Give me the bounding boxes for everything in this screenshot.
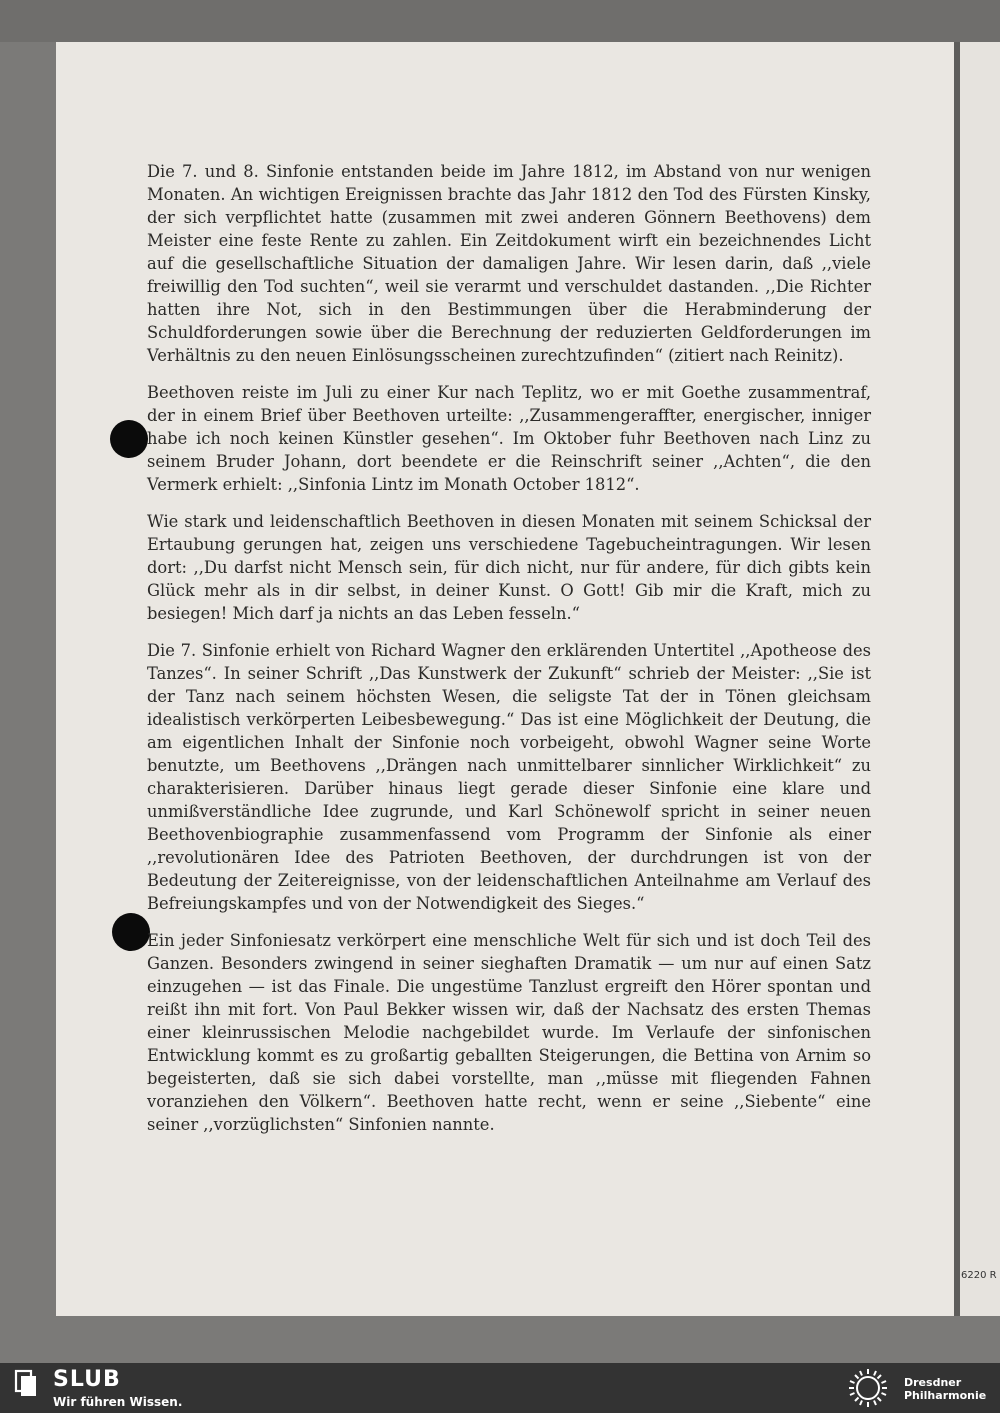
slub-logo-icon[interactable]: [14, 1369, 38, 1399]
slub-name[interactable]: SLUB: [53, 1367, 121, 1392]
paragraph-1: Die 7. und 8. Sinfonie entstanden beide im Jahre 1812, im Abstand von nur wenigen Monaten. An wichtigen Ereignissen brachte das Jahr 1812 den Tod des Fürsten Kinsky, der sich verpflichtet hatte (zusammen mit zwei anderen Gönnern Beethovens) dem Meister eine feste Rente zu zahlen. Ein Zeitdokument wirft ein bezeichnendes Licht auf die gesellschaftliche Situation der damaligen Jahre. Wir lesen darin, daß ,,viele freiwillig den Tod suchten“, weil sie verarmt und verschuldet dastanden. ,,Die Richter hatten ihre Not, sich in den Bestimmungen über die Herabminderung der Schuldforderungen sowie über die Berechnung der reduzierten Geldforderungen im Verhältnis zu den neuen Einlösungsscheinen zurechtzufinden“ (zitiert nach Reinitz).: [147, 162, 871, 365]
punch-hole-upper: [110, 420, 148, 458]
adjacent-page-edge: [960, 42, 1000, 1316]
philharmonie-name-line2: Philharmonie: [904, 1389, 987, 1402]
paragraph-4: Die 7. Sinfonie erhielt von Richard Wagner den erklärenden Untertitel ,,Apotheose des Tanzes“. In seiner Schrift ,,Das Kunstwerk der Zukunft“ schrieb der Meister: ,,Sie ist der Tanz nach seinem höchsten Wesen, die seligste Tat der in Tönen gleichsam idealistisch verkörperten Leibesbewegung.“ Das ist eine Möglichkeit der Deutung, die am eigentlichen Inhalt der Sinfonie noch vorbeigeht, obwohl Wagner seine Worte benutzte, um Beethovens ,,Drängen nach unmittelbarer sinnlicher Wirklichkeit“ zu charakterisieren. Darüber hinaus liegt gerade dieser Sinfonie eine klare und unmißverständliche Idee zugrunde, und Karl Schönewolf spricht in seiner neuen Beethovenbiographie zusammenfassend vom Programm der Sinfonie als einer ,,revolutionären Idee des Patrioten Beethoven, der durchdrungen ist von der Bedeutung der Zeitereignisse, von der leidenschaftlichen Anteilnahme am Verlauf des Befreiungskampfes und von der Notwendigkeit des Sieges.“: [147, 641, 871, 913]
philharmonie-logo-icon[interactable]: [843, 1366, 893, 1410]
paragraph-5: Ein jeder Sinfoniesatz verkörpert eine menschliche Welt für sich und ist doch Teil des Ganzen. Besonders zwingend in seiner sieghaften Dramatik — um nur auf einen Satz einzugehen — ist das Finale. Die ungestüme Tanzlust ergreift den Hörer spontan und reißt ihn mit fort. Von Paul Bekker wissen wir, daß der Nachsatz des ersten Themas einer kleinrussischen Melodie nachgebildet wurde. Im Verlaufe der sinfonischen Entwicklung kommt es zu großartig geballten Steigerungen, die Bettina von Arnim so begeisterten, daß sie sich dabei vorstellte, man ,,müsse mit fliegenden Fahnen voranziehen den Völkern“. Beethoven hatte recht, wenn er seine ,,Siebente“ eine seiner ,,vorzüglichsten“ Sinfonien nannte.: [147, 931, 871, 1134]
viewer-footer: [0, 1363, 1000, 1413]
philharmonie-name[interactable]: [904, 1376, 996, 1402]
paragraph-2: Beethoven reiste im Juli zu einer Kur nach Teplitz, wo er mit Goethe zusammentraf, der in einem Brief über Beethoven urteilte: ,,Zusammengeraffter, energischer, inniger habe ich noch keinen Künstler gesehen“. Im Oktober fuhr Beethoven nach Linz zu seinem Bruder Johann, dort beendete er die Reinschrift seiner ,,Achten“, die den Vermerk erhielt: ,,Sinfonia Lintz im Monath October 1812“.: [147, 383, 871, 494]
punch-hole-lower: [112, 913, 150, 951]
paragraph-3: Wie stark und leidenschaftlich Beethoven in diesen Monaten mit seinem Schicksal der Ertaubung gerungen hat, zeigen uns verschiedene Tagebucheintragungen. Wir lesen dort: ,,Du darfst nicht Mensch sein, für dich nicht, nur für andere, für dich gibts kein Glück mehr als in dir selbst, in deiner Kunst. O Gott! Gib mir die Kraft, mich zu besiegen! Mich darf ja nichts an das Leben fesseln.“: [147, 512, 871, 623]
document-body: [147, 160, 871, 1150]
shelfmark-label: 6220 R: [961, 1270, 997, 1281]
philharmonie-name-line1: Dresdner: [904, 1376, 962, 1389]
slub-tagline: Wir führen Wissen.: [53, 1395, 183, 1409]
scan-background-top: [0, 0, 1000, 42]
